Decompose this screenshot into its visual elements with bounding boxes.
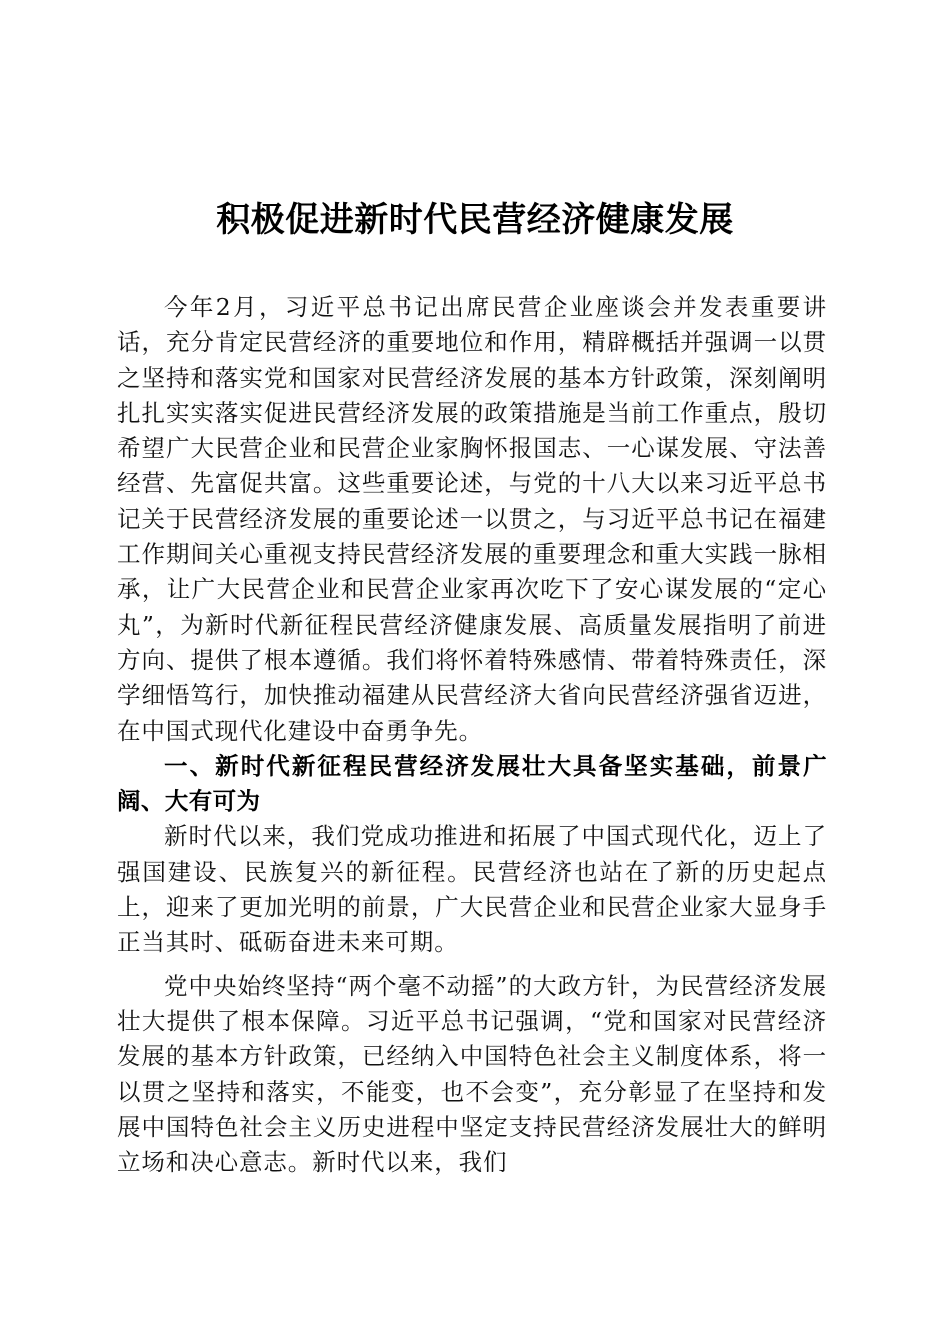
paragraph-intro: 今年2月，习近平总书记出席民营企业座谈会并发表重要讲话，充分肯定民营经济的重要地位和作用，精辟概括并强调一以贯之坚持和落实党和国家对民营经济发展的基本方针政策，深刻阐明扎扎实实落实促进民营经济发展的政策措施是当前工作重点，殷切希望广大民营企业和民营企业家胸怀报国志、一心谋发展、守法善经营、先富促共富。这些重要论述，与党的十八大以来习近平总书记关于民营经济发展的重要论述一以贯之，与习近平总书记在福建工作期间关心重视支持民营经济发展的重要理念和重大实践一脉相承，让广大民营企业和民营企业家再次吃下了安心谋发展的“定心丸”，为新时代新征程民营经济健康发展、高质量发展指明了前进方向、提供了根本遵循。我们将怀着特殊感情、带着特殊责任，深学细悟笃行，加快推动福建从民营经济大省向民营经济强省迈进，在中国式现代化建设中奋勇争先。 bbox=[117, 293, 827, 745]
section-heading-1: 一、新时代新征程民营经济发展壮大具备坚实基础，前景广阔、大有可为 bbox=[117, 751, 827, 816]
document-body bbox=[117, 290, 827, 1180]
paragraph-two-unwavering: 党中央始终坚持“两个毫不动摇”的大政方针，为民营经济发展壮大提供了根本保障。习近平总书记强调，“党和国家对民营经济发展的基本方针政策，已经纳入中国特色社会主义制度体系，将一以贯之坚持和落实，不能变，也不会变”，充分彰显了在坚持和发展中国特色社会主义历史进程中坚定支持民营经济发展壮大的鲜明立场和决心意志。新时代以来，我们 bbox=[117, 971, 827, 1177]
document-title: 积极促进新时代民营经济健康发展 bbox=[216, 200, 734, 240]
paragraph-new-era: 新时代以来，我们党成功推进和拓展了中国式现代化，迈上了强国建设、民族复兴的新征程。民营经济也站在了新的历史起点上，迎来了更加光明的前景，广大民营企业和民营企业家大显身手正当其时、砥砺奋进未来可期。 bbox=[117, 822, 827, 957]
